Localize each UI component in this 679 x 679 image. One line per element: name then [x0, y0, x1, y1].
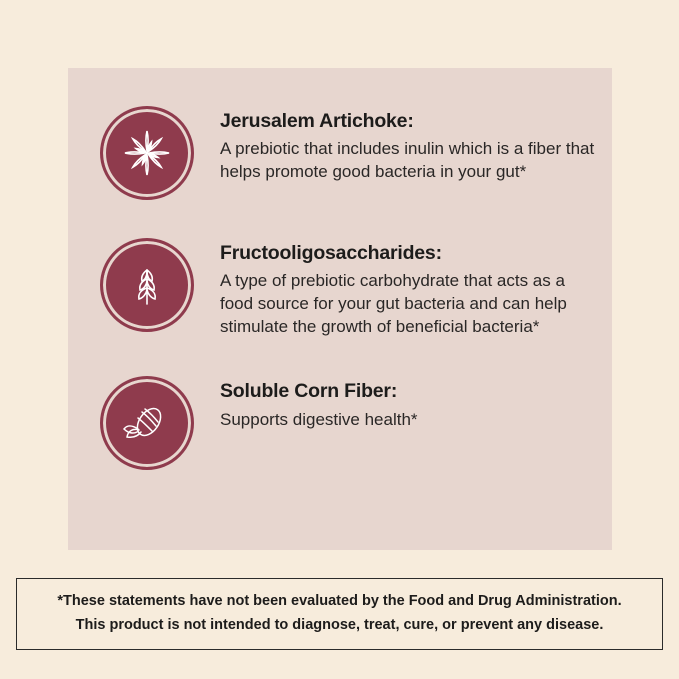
ingredient-description: Supports digestive health*: [220, 409, 418, 429]
ingredient-description: A prebiotic that includes inulin which is a fiber that helps promote good bacteria in your gut*: [220, 139, 595, 181]
corn-cob-icon: [118, 394, 176, 452]
wheat-stalk-badge: [100, 238, 194, 332]
ingredients-list: [68, 104, 612, 470]
ingredient-title: Jerusalem Artichoke:: [220, 110, 414, 132]
ingredient-item: [100, 236, 604, 338]
ingredient-title: Soluble Corn Fiber:: [220, 380, 398, 403]
artichoke-flower-icon: [118, 124, 176, 182]
disclaimer-line-2: This product is not intended to diagnose, treat, cure, or prevent any disease.: [75, 617, 604, 633]
ingredients-panel: [68, 68, 612, 550]
ingredient-text: [220, 374, 418, 431]
ingredient-description: A type of prebiotic carbohydrate that acts as a food source for your gut bacteria and can help stimulate the growth of beneficial bacteria*: [220, 271, 567, 336]
ingredient-text: [220, 104, 600, 184]
ingredient-title: Fructooligosaccharides:: [220, 242, 442, 264]
disclaimer-line-1: *These statements have not been evaluated by the Food and Drug Administration.: [57, 593, 622, 610]
wheat-stalk-icon: [118, 256, 176, 314]
artichoke-flower-badge: [100, 106, 194, 200]
ingredient-item: [100, 374, 604, 470]
ingredient-text: [220, 236, 600, 338]
ingredient-item: [100, 104, 604, 200]
corn-cob-badge: [100, 376, 194, 470]
disclaimer-box: [16, 578, 663, 650]
